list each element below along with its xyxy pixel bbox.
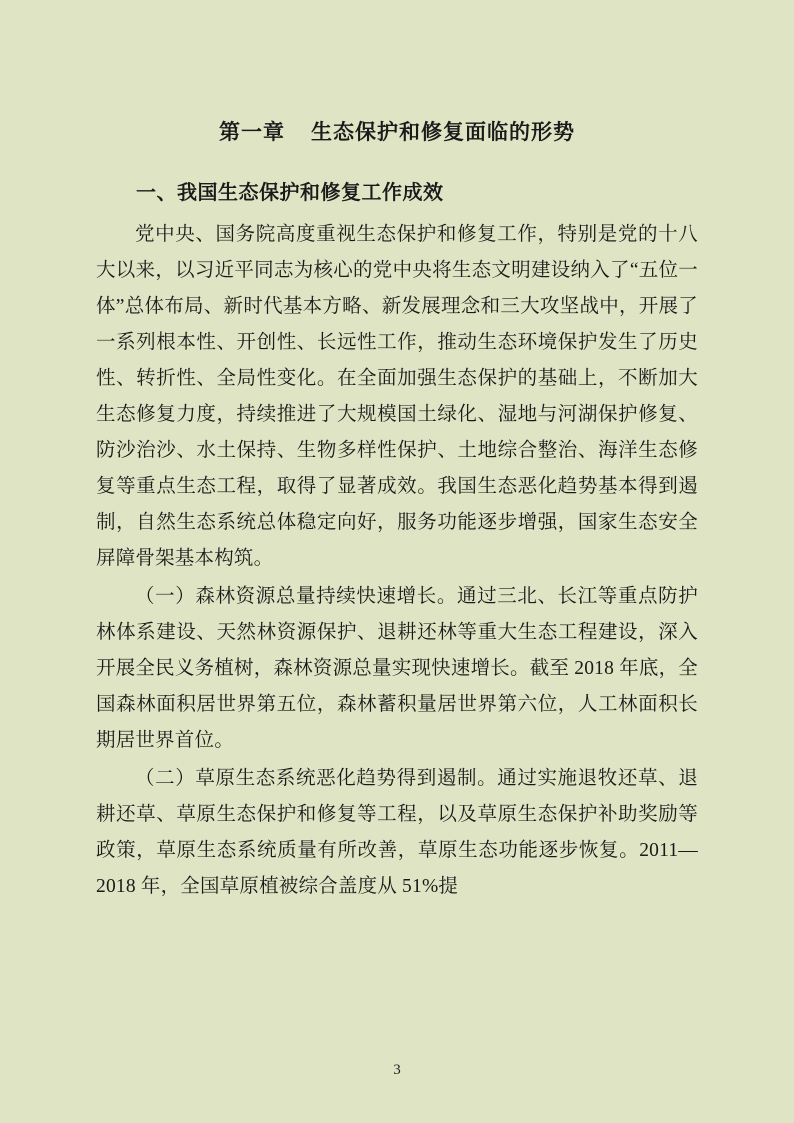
chapter-title-text: 生态保护和修复面临的形势 bbox=[311, 120, 575, 144]
paragraph-3: （二）草原生态系统恶化趋势得到遏制。通过实施退牧还草、退耕还草、草原生态保护和修复等工程，以及草原生态保护补助奖励等政策，草原生态系统质量有所改善，草原生态功能逐步恢复。2011—2018 年，全国草原植被综合盖度从 51%提 bbox=[96, 768, 698, 897]
chapter-number: 第一章 bbox=[219, 120, 285, 144]
section-heading: 一、我国生态保护和修复工作成效 bbox=[136, 182, 444, 204]
paragraph-1: 党中央、国务院高度重视生态保护和修复工作，特别是党的十八大以来，以习近平同志为核心的党中央将生态文明建设纳入了“五位一体”总体布局、新时代基本方略、新发展理念和三大攻坚战中，开展了一系列根本性、开创性、长远性工作，推动生态环境保护发生了历史性、转折性、全局性变化。在全面加强生态保护的基础上，不断加大生态修复力度，持续推进了大规模国土绿化、湿地与河湖保护修复、防沙治沙、水土保持、生物多样性保护、土地综合整治、海洋生态修复等重点生态工程，取得了显著成效。我国生态恶化趋势基本得到遏制，自然生态系统总体稳定向好，服务功能逐步增强，国家生态安全屏障骨架基本构筑。 bbox=[96, 224, 698, 569]
page-number: 3 bbox=[393, 1062, 401, 1078]
chapter-title bbox=[96, 116, 698, 146]
paragraph-2: （一）森林资源总量持续快速增长。通过三北、长江等重点防护林体系建设、天然林资源保护、退耕还林等重大生态工程建设，深入开展全民义务植树，森林资源总量实现快速增长。截至 2018 年底，全国森林面积居世界第五位，森林蓄积量居世界第六位，人工林面积长期居世界首位。 bbox=[96, 586, 698, 751]
